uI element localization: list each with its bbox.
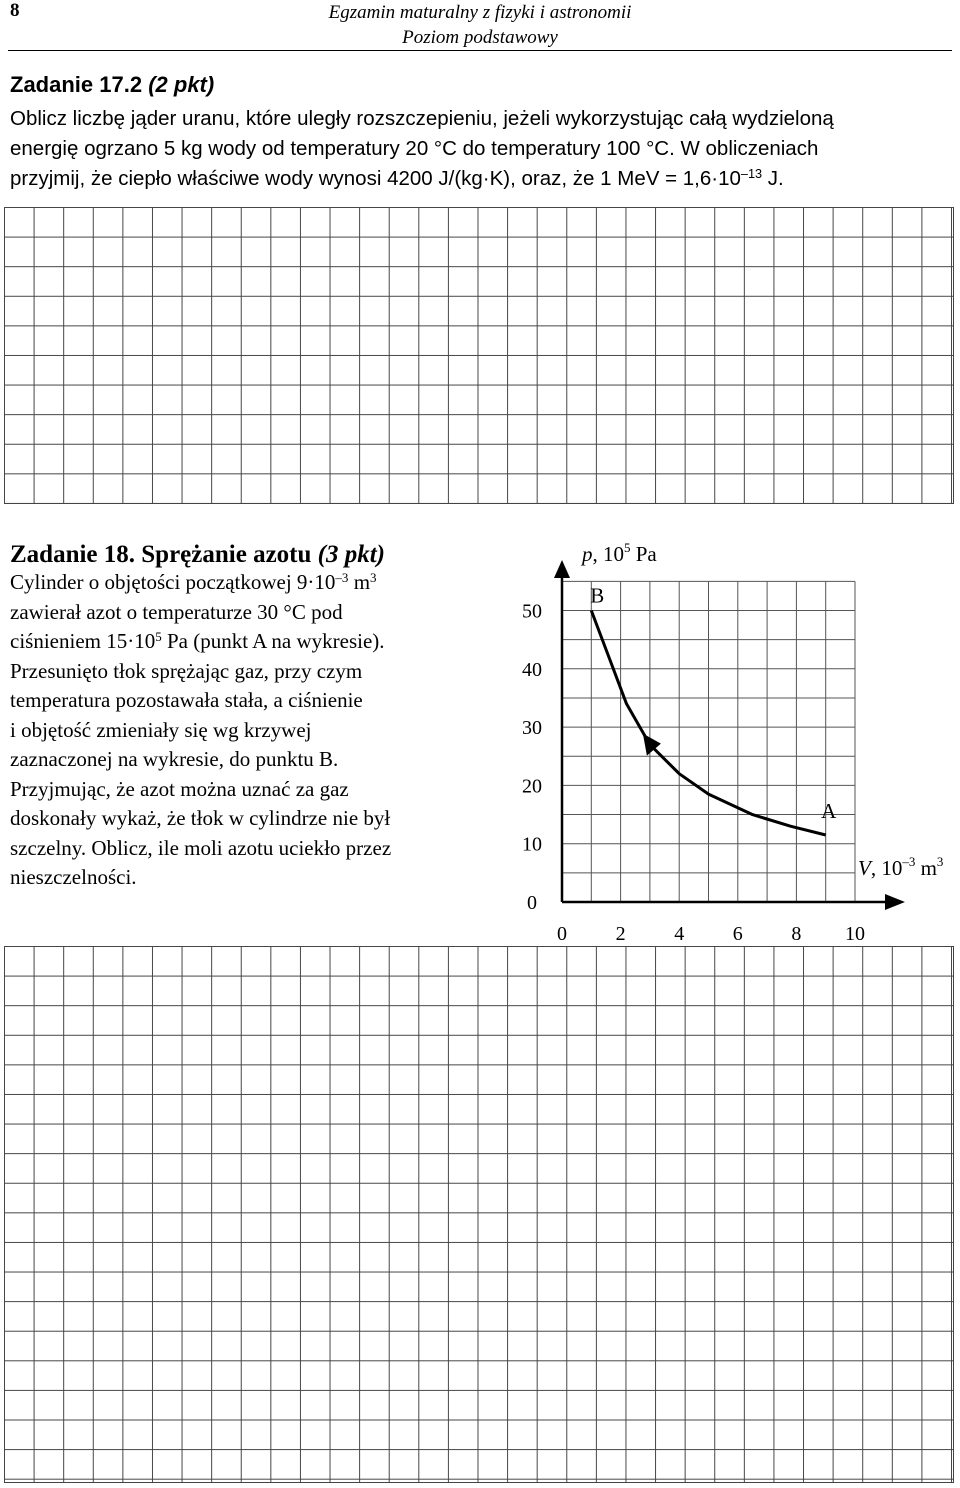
y-tick-label: 10: [522, 833, 542, 856]
task18-line3-exp: 5: [155, 628, 162, 644]
page-number: 8: [10, 0, 20, 21]
task17-line3: [10, 164, 950, 194]
task18-text: [10, 568, 488, 893]
task18-points: (3 pkt): [317, 541, 386, 568]
task18-title: [10, 541, 385, 569]
task17-line1: Oblicz liczbę jąder uranu, które uległy rozszczepieniu, jeżeli wykorzystując całą wydzieloną: [10, 107, 834, 130]
x-tick-label: 10: [845, 923, 865, 945]
y-tick-label: 30: [522, 717, 542, 740]
chart-axes: [554, 560, 905, 910]
task18-line1-a: Cylinder o objętości początkowej 9·10: [10, 570, 336, 594]
task18-line8: Przyjmując, że azot można uznać za gaz: [10, 776, 349, 801]
point-label-A: A: [821, 798, 837, 823]
header-title: [310, 0, 650, 50]
x-tick-label: 6: [732, 923, 743, 945]
task18-line4: Przesunięto tłok sprężając gaz, przy czym: [10, 658, 363, 683]
x-axis-var: V: [858, 856, 871, 880]
header-title-line2: Poziom podstawowy: [402, 27, 558, 48]
x-tick-label: 4: [674, 923, 685, 945]
point-label-B: B: [590, 583, 605, 608]
task18-line11: nieszczelności.: [10, 865, 137, 889]
pv-chart: [496, 536, 960, 946]
task17-line2: energię ogrzano 5 kg wody od temperatury 20 °C do temperatury 100 °C. W obliczeniach: [10, 137, 819, 160]
x-axis-arrowhead: [885, 894, 905, 910]
chart-labels: [580, 540, 943, 880]
x-axis-unit-exp2: 3: [936, 854, 944, 869]
y-axis-var: p: [582, 542, 593, 566]
header-title-line1: Egzamin maturalny z fizyki i astronomii: [328, 2, 632, 23]
task18-line1-exp1: –3: [335, 569, 349, 585]
y-tick-label: 40: [522, 658, 542, 681]
x-tick-label: 8: [791, 923, 802, 945]
x-axis-unit-exp: –3: [902, 854, 916, 869]
x-tick-label: 2: [615, 923, 626, 945]
y-axis-unit-b: Pa: [630, 542, 657, 566]
task17-line3-exp: –13: [740, 166, 763, 182]
task18-line3-b: Pa (punkt A na wykresie).: [161, 629, 385, 653]
task18-line9: doskonały wykaż, że tłok w cylindrze nie był: [10, 806, 391, 830]
task18-line10: szczelny. Oblicz, ile moli azotu uciekło przez: [10, 835, 392, 860]
y-tick-label: 20: [522, 775, 542, 798]
task18-line1-exp2: 3: [370, 569, 377, 585]
task17-title-text: Zadanie 17.2: [10, 72, 143, 97]
task18-line1: [10, 568, 488, 598]
task18-line1-b: m: [348, 570, 371, 594]
task17-line3-b: J.: [762, 167, 784, 190]
task18-line3-a: ciśnieniem 15·10: [10, 629, 156, 653]
task18-line6: i objętość zmieniały się wg krzywej: [10, 717, 312, 742]
y-tick-label: 50: [522, 600, 542, 623]
y-axis-unit-a: , 10: [592, 542, 624, 566]
x-axis-label: [858, 854, 943, 880]
x-axis-unit-a: , 10: [870, 856, 903, 880]
task18-title-text: Zadanie 18. Sprężanie azotu: [10, 541, 312, 568]
x-axis-unit-b: m: [915, 856, 937, 880]
y-tick-label: 0: [527, 892, 537, 914]
x-tick-label: 0: [557, 923, 567, 945]
task17-line3-a: przyjmij, że ciepło właściwe wody wynosi 4200 J/(kg·K), oraz, że 1 MeV = 1,6·10: [10, 167, 741, 190]
answer-grid-task18[interactable]: [4, 946, 954, 1483]
task17-points: (2 pkt): [148, 72, 215, 97]
y-axis-arrowhead: [554, 560, 570, 578]
task18-line3: [10, 627, 488, 657]
task17-text: [10, 104, 950, 194]
y-axis-label: [580, 540, 657, 566]
answer-grid-task17[interactable]: [4, 207, 954, 504]
chart-grid: [562, 581, 855, 902]
task18-line2: zawierał azot o temperaturze 30 °C pod: [10, 599, 343, 624]
header-divider: [8, 50, 952, 51]
task17-title: [10, 72, 214, 98]
chart-ticks: [522, 601, 865, 946]
task18-line5: temperatura pozostawała stała, a ciśnienie: [10, 688, 363, 712]
y-axis-unit-exp: 5: [624, 540, 631, 555]
task18-line7: zaznaczonej na wykresie, do punktu B.: [10, 747, 339, 771]
